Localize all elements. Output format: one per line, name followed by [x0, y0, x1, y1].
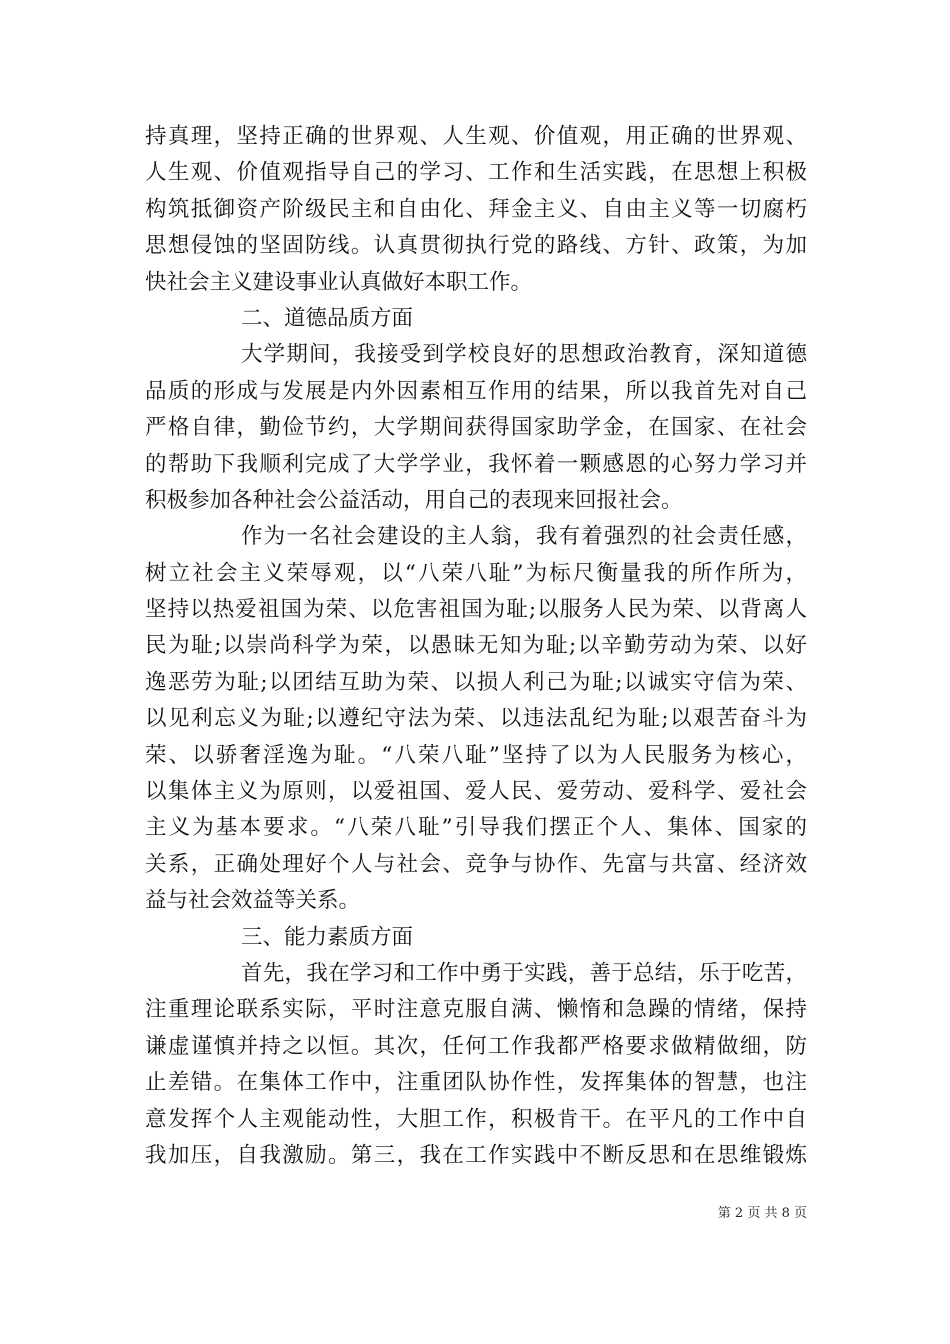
text-line: 主义为基本要求。“八荣八耻”引导我们摆正个人、集体、国家的 [145, 815, 807, 841]
text-line: 快社会主义建设事业认真做好本职工作。 [145, 269, 533, 295]
text-line: 我加压，自我激励。第三，我在工作实践中不断反思和在思维锻炼 [145, 1142, 807, 1168]
text-line: 严格自律，勤俭节约，大学期间获得国家助学金，在国家、在社会 [145, 415, 807, 441]
text-line: 首先，我在学习和工作中勇于实践，善于总结，乐于吃苦， [241, 960, 807, 986]
text-line: 谦虚谨慎并持之以恒。其次，任何工作我都严格要求做精做细，防 [145, 1033, 807, 1059]
text-line: 关系，正确处理好个人与社会、竞争与协作、先富与共富、经济效 [145, 851, 807, 877]
text-line: 构筑抵御资产阶级民主和自由化、拜金主义、自由主义等一切腐朽 [145, 196, 807, 222]
text-line: 民为耻;以崇尚科学为荣，以愚昧无知为耻;以辛勤劳动为荣、以好 [145, 633, 807, 659]
text-line: 的帮助下我顺利完成了大学学业，我怀着一颗感恩的心努力学习并 [145, 451, 807, 477]
text-line: 以集体主义为原则，以爱祖国、爱人民、爱劳动、爱科学、爱社会 [145, 779, 807, 805]
text-line: 树立社会主义荣辱观，以“八荣八耻”为标尺衡量我的所作所为， [145, 560, 807, 586]
text-line: 荣、以骄奢淫逸为耻。“八荣八耻”坚持了以为人民服务为核心， [145, 742, 807, 768]
text-line: 积极参加各种社会公益活动，用自己的表现来回报社会。 [145, 487, 683, 513]
text-line: 坚持以热爱祖国为荣、以危害祖国为耻;以服务人民为荣、以背离人 [145, 597, 807, 623]
text-line: 作为一名社会建设的主人翁，我有着强烈的社会责任感， [241, 524, 807, 550]
text-line: 思想侵蚀的坚固防线。认真贯彻执行党的路线、方针、政策，为加 [145, 233, 807, 259]
text-line: 意发挥个人主观能动性，大胆工作，积极肯干。在平凡的工作中自 [145, 1106, 807, 1132]
text-line: 止差错。在集体工作中，注重团队协作性，发挥集体的智慧，也注 [145, 1070, 807, 1096]
text-line: 逸恶劳为耻;以团结互助为荣、以损人利己为耻;以诚实守信为荣、 [145, 669, 807, 695]
text-line: 人生观、价值观指导自己的学习、工作和生活实践，在思想上积极 [145, 160, 807, 186]
section-heading: 三、能力素质方面 [241, 924, 414, 950]
text-line: 益与社会效益等关系。 [145, 888, 361, 914]
document-body [145, 119, 807, 1174]
text-line: 以见利忘义为耻;以遵纪守法为荣、以违法乱纪为耻;以艰苦奋斗为 [145, 706, 807, 732]
text-line: 品质的形成与发展是内外因素相互作用的结果，所以我首先对自己 [145, 378, 807, 404]
text-line: 持真理，坚持正确的世界观、人生观、价值观，用正确的世界观、 [145, 124, 807, 149]
page-number: 第 2 页 共 8 页 [717, 1206, 807, 1221]
text-line: 注重理论联系实际，平时注意克服自满、懒惰和急躁的情绪，保持 [145, 997, 807, 1023]
section-heading: 二、道德品质方面 [241, 305, 414, 331]
text-line: 大学期间，我接受到学校良好的思想政治教育，深知道德 [241, 342, 807, 368]
